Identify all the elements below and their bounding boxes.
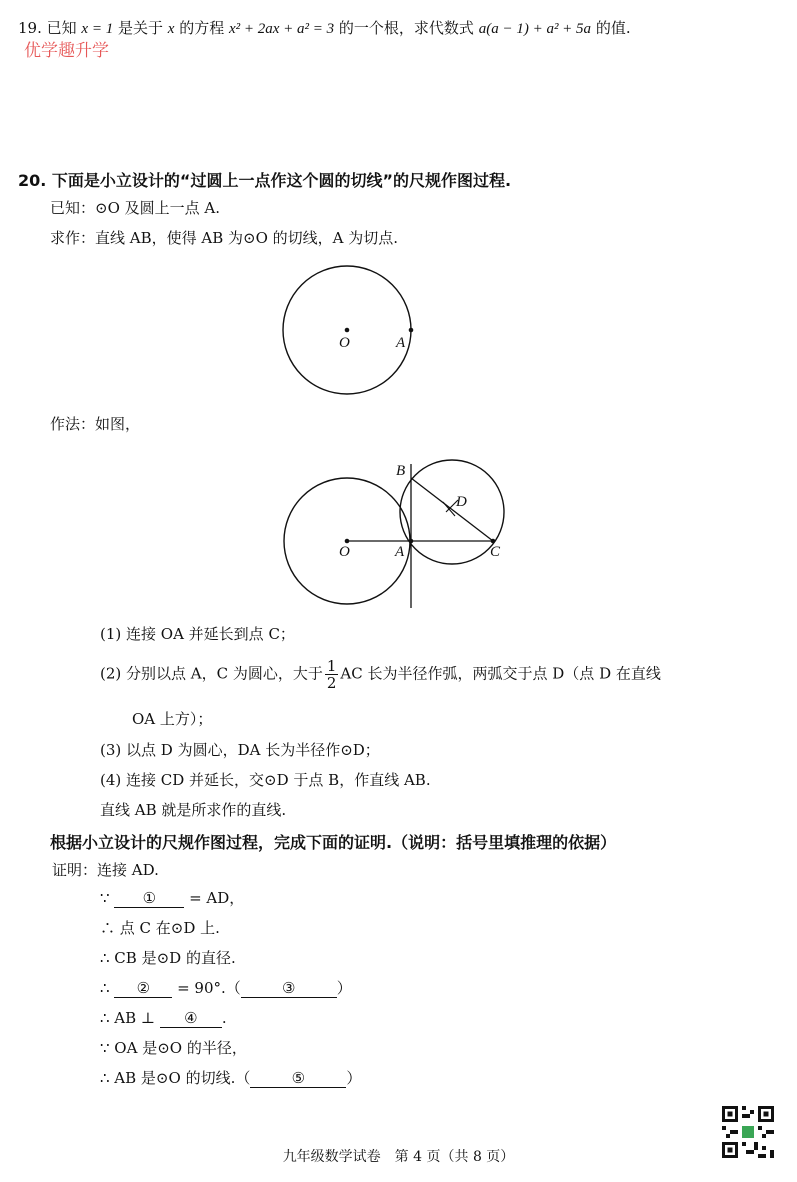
proof-line-2: ∴ 点 C 在⊙D 上. [100, 919, 220, 937]
step-2-text-a: (2) 分别以点 A，C 为圆心，大于 [100, 664, 323, 683]
proof-line-5-prefix: ∴ AB ⊥ [100, 1009, 160, 1027]
step-4: (4) 连接 CD 并延长，交⊙D 于点 B，作直线 AB. [100, 771, 431, 789]
q20-construct: 求作：直线 AB，使得 AB 为⊙O 的切线，A 为切点. [50, 229, 399, 247]
q20-number: 20. [18, 171, 47, 190]
q20-title-text: 下面是小立设计的“过圆上一点作这个圆的切线”的尺规作图过程. [51, 171, 512, 190]
blank-2[interactable]: ② [114, 980, 172, 998]
proof-line-1 [100, 888, 244, 908]
qr-center-logo [742, 1126, 754, 1138]
question-20-title [18, 168, 511, 191]
page-footer: 九年级数学试卷 第 4 页（共 8 页） [282, 1149, 515, 1165]
q20-method: 作法：如图， [50, 415, 141, 433]
proof-line-4-prefix: ∴ [100, 979, 115, 997]
label-a: A [396, 335, 406, 351]
q19-text-4: 的一个根，求代数式 [334, 19, 479, 37]
fraction-numerator: 1 [326, 657, 337, 675]
question-19 [18, 18, 631, 39]
point-a [409, 328, 414, 333]
step-2-continued: OA 上方）； [132, 710, 213, 728]
proof-line-4-suffix: ） [336, 979, 352, 997]
blank-5[interactable]: ⑤ [250, 1070, 346, 1088]
q19-text-2: 是关于 [113, 19, 168, 37]
label-o: O [339, 335, 350, 351]
q19-text-1: 已知 [46, 19, 82, 37]
label-a: A [395, 544, 405, 560]
label-c: C [490, 544, 501, 560]
step-2-text-b: AC 长为半径作弧，两弧交于点 D（点 D 在直线 [340, 664, 661, 683]
proof-line-5-suffix: . [221, 1009, 227, 1027]
proof-line-3: ∴ CB 是⊙D 的直径. [100, 949, 236, 967]
fraction-denominator: 2 [326, 674, 337, 692]
q19-text-5: 的值. [591, 19, 631, 37]
step-2 [100, 658, 661, 691]
figure-1 [270, 258, 430, 408]
q19-variable: x [167, 21, 175, 37]
proof-line-7-prefix: ∴ AB 是⊙O 的切线.（ [100, 1069, 251, 1087]
label-o: O [339, 544, 350, 560]
step-1: (1) 连接 OA 并延长到点 C； [100, 625, 295, 643]
point-c [491, 539, 496, 544]
proof-line-7 [100, 1068, 361, 1088]
label-d: D [456, 494, 467, 510]
proof-line-7-suffix: ） [346, 1069, 362, 1087]
proof-instruction: 根据小立设计的尺规作图过程，完成下面的证明.（说明：括号里填推理的依据） [50, 833, 617, 852]
label-b: B [396, 463, 406, 479]
proof-line-4-middle: = 90°.（ [172, 979, 241, 997]
figure-2 [275, 450, 525, 610]
step-3: (3) 以点 D 为圆心，DA 长为半径作⊙D； [100, 741, 380, 759]
point-o [345, 328, 350, 333]
proof-line-1-prefix: ∵ [100, 889, 115, 907]
segment-bc [411, 478, 493, 541]
watermark: 优学趣升学 [24, 41, 109, 61]
proof-line-1-suffix: = AD， [184, 889, 245, 907]
blank-1[interactable]: ① [114, 890, 184, 908]
q19-expression: a(a − 1) + a² + 5a [478, 21, 592, 37]
q19-condition: x = 1 [81, 21, 114, 37]
blank-4[interactable]: ④ [160, 1010, 222, 1028]
proof-line-5 [100, 1008, 227, 1028]
q19-number: 19. [18, 19, 42, 37]
q20-known: 已知：⊙O 及圆上一点 A. [50, 199, 221, 217]
proof-line-6: ∵ OA 是⊙O 的半径， [100, 1039, 247, 1057]
q19-equation: x² + 2ax + a² = 3 [228, 21, 335, 37]
proof-start: 证明：连接 AD. [52, 861, 159, 879]
proof-line-4 [100, 978, 352, 998]
blank-3[interactable]: ③ [241, 980, 337, 998]
point-a [409, 539, 414, 544]
step-conclusion: 直线 AB 就是所求作的直线. [100, 801, 287, 819]
point-o [345, 539, 350, 544]
q19-text-3: 的方程 [174, 19, 229, 37]
fraction-one-half [325, 658, 339, 691]
